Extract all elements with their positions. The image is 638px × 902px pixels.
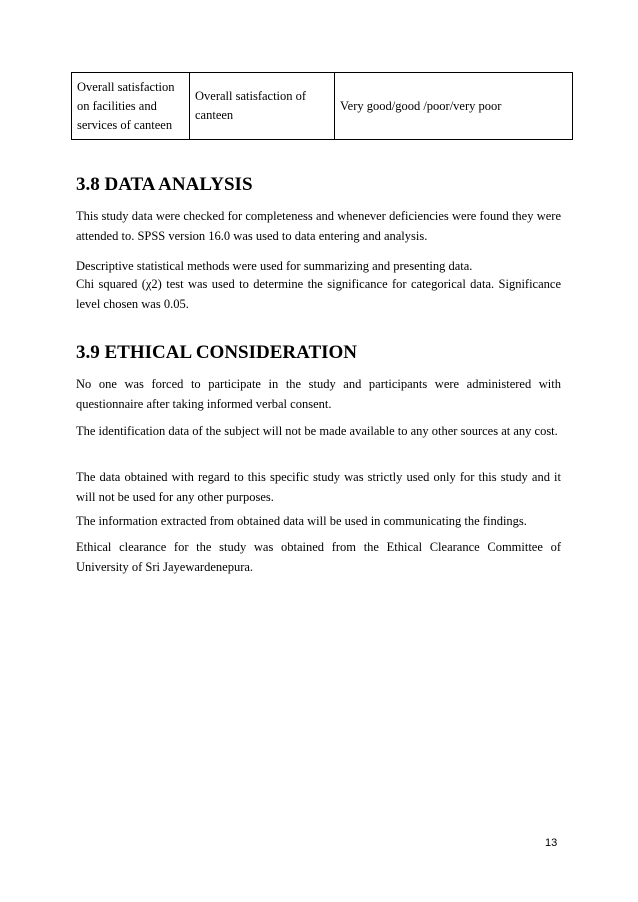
section-heading-ethical-consideration: 3.9 ETHICAL CONSIDERATION bbox=[76, 342, 358, 363]
paragraph-data-checking: This study data were checked for completeness and whenever deficiencies were found they were attended to. SPSS version 16.0 was used to data entering and analysis. bbox=[76, 209, 561, 243]
variables-table bbox=[71, 72, 573, 140]
paragraph-findings: The information extracted from obtained data will be used in communicating the findings. bbox=[76, 514, 527, 528]
paragraph-chi-squared: Chi squared (χ2) test was used to determine the significance for categorical data. Significance level chosen was 0.05. bbox=[76, 277, 561, 311]
paragraph-identification-data: The identification data of the subject will not be made available to any other sources at any cost. bbox=[76, 424, 558, 438]
table-cell-variable: Overall satisfaction on facilities and services of canteen bbox=[72, 73, 190, 140]
page-number: 13 bbox=[545, 837, 558, 849]
table-row bbox=[72, 73, 573, 140]
paragraph-data-use: The data obtained with regard to this specific study was strictly used only for this study and it will not be used for any other purposes. bbox=[76, 470, 561, 504]
paragraph-ethical-clearance: Ethical clearance for the study was obtained from the Ethical Clearance Committee of University of Sri Jayewardenepura. bbox=[76, 540, 561, 574]
table-cell-scale: Very good/good /poor/very poor bbox=[335, 73, 573, 140]
table-cell-indicator: Overall satisfaction of canteen bbox=[190, 73, 335, 140]
section-heading-data-analysis: 3.8 DATA ANALYSIS bbox=[76, 174, 253, 195]
paragraph-consent: No one was forced to participate in the study and participants were administered with questionnaire after taking informed verbal consent. bbox=[76, 377, 561, 411]
paragraph-descriptive-methods: Descriptive statistical methods were used for summarizing and presenting data. bbox=[76, 259, 473, 273]
